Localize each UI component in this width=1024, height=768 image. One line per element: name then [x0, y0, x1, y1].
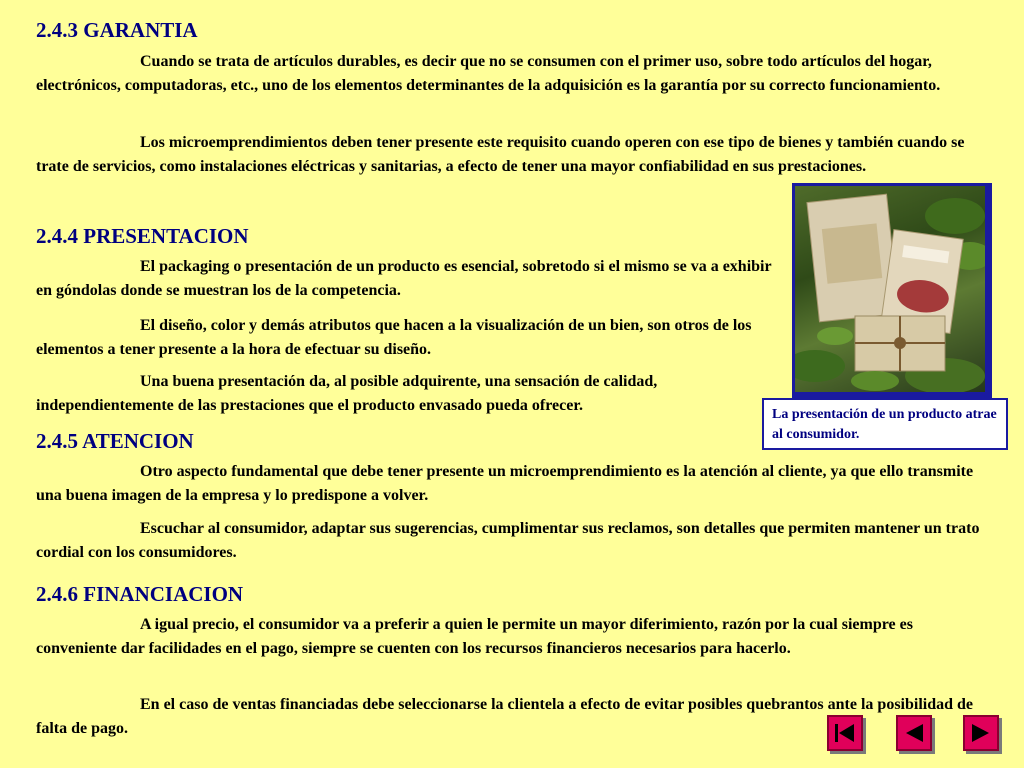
section-title-atencion: 2.4.5 ATENCION	[36, 429, 194, 453]
product-photo-frame	[792, 183, 992, 401]
figure-caption: La presentación de un producto atrae al consumidor.	[762, 398, 1008, 450]
section-title-financiacion: 2.4.6 FINANCIACION	[36, 582, 244, 606]
paragraph-presentacion-1: El packaging o presentación de un producto es esencial, sobretodo si el mismo se va a exhibir en góndolas donde se muestran los de la competencia.	[36, 258, 772, 299]
paragraph-garantia-1: Cuando se trata de artículos durables, es decir que no se consumen con el primer uso, sobre todo artículos del hogar, electrónicos, computadoras, etc., uno de los elementos determinantes de la adquisición es la garantía por su correcto funcionamiento.	[36, 53, 941, 94]
previous-slide-icon	[898, 717, 930, 749]
first-slide-icon	[829, 717, 861, 749]
paragraph-presentacion-3: Una buena presentación da, al posible adquirente, una sensación de calidad, independientemente de las prestaciones que el producto envasado pueda ofrecer.	[36, 373, 658, 414]
product-packaging-photo	[795, 186, 985, 392]
paragraph-financiacion-2: En el caso de ventas financiadas debe seleccionarse la clientela a efecto de evitar posibles quebrantos ante la posibilidad de falta de pago.	[36, 696, 974, 737]
next-slide-button[interactable]	[963, 715, 999, 751]
paragraph-presentacion-2: El diseño, color y demás atributos que hacen a la visualización de un bien, son otros de los elementos a tener presente a la hora de efectuar su diseño.	[36, 317, 752, 358]
first-slide-button[interactable]	[827, 715, 863, 751]
paragraph-atencion-1: Otro aspecto fundamental que debe tener presente un microemprendimiento es la atención al cliente, ya que ello transmite una buena imagen de la empresa y lo predispone a volver.	[36, 463, 974, 504]
paragraph-financiacion-1: A igual precio, el consumidor va a preferir a quien le permite un mayor diferimiento, razón por la cual siempre es conveniente dar facilidades en el pago, siempre se cuenten con los recursos financieros necesarios para hacerlo.	[36, 616, 913, 657]
section-title-garantia: 2.4.3 GARANTIA	[36, 18, 198, 42]
next-slide-icon	[965, 717, 997, 749]
paragraph-atencion-2: Escuchar al consumidor, adaptar sus sugerencias, cumplimentar sus reclamos, son detalles que permiten mantener un trato cordial con los consumidores.	[36, 520, 980, 561]
packaging-illustration	[795, 186, 985, 392]
previous-slide-button[interactable]	[896, 715, 932, 751]
section-title-presentacion: 2.4.4 PRESENTACION	[36, 224, 249, 248]
paragraph-garantia-2: Los microemprendimientos deben tener presente este requisito cuando operen con ese tipo de bienes y también cuando se trate de servicios, como instalaciones eléctricas y sanitarias, a efecto de tener una mayor confiabilidad en sus prestaciones.	[36, 134, 965, 175]
